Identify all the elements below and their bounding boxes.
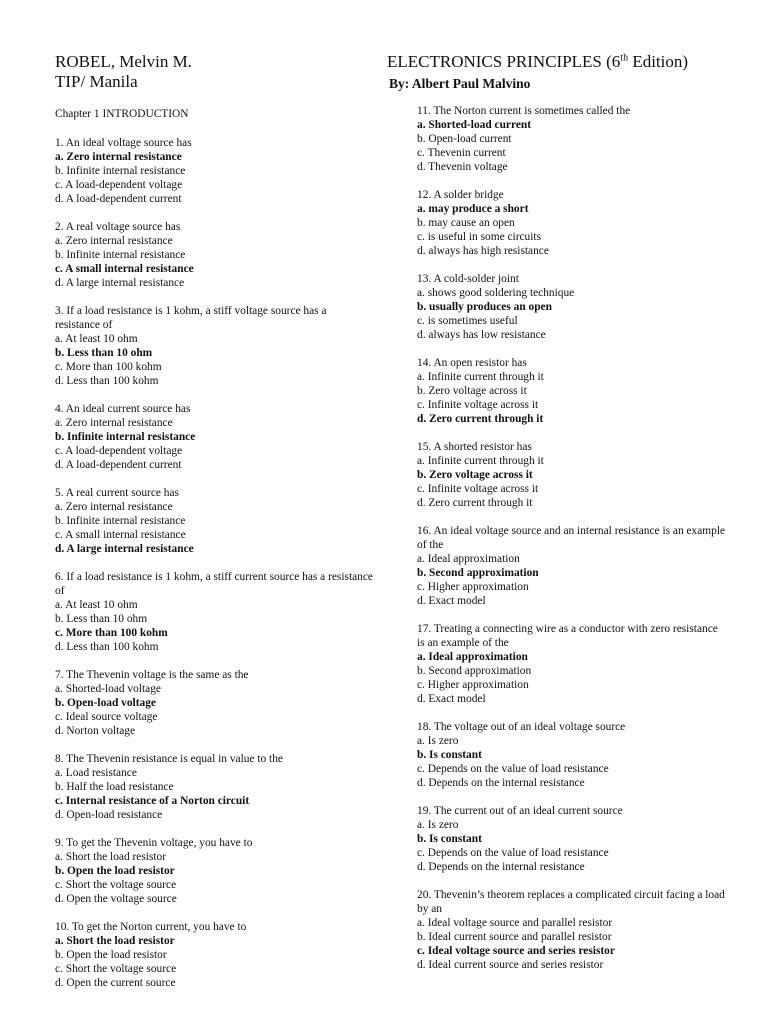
answer-option: a. Is zero <box>417 735 459 747</box>
question-15 <box>417 440 727 510</box>
question-stem: 15. A shorted resistor has <box>417 441 532 453</box>
answer-option: b. Half the load resistance <box>55 781 174 793</box>
answer-option: a. Zero internal resistance <box>55 501 173 513</box>
book-title-superscript: th <box>620 52 629 64</box>
answer-option: a. Infinite current through it <box>417 455 544 467</box>
question-stem: 13. A cold-solder joint <box>417 273 519 285</box>
book-title <box>387 52 688 72</box>
question-12 <box>417 188 727 258</box>
question-14 <box>417 356 727 426</box>
answer-option: c. Short the voltage source <box>55 879 177 891</box>
answer-option: c. Depends on the value of load resistance <box>417 763 609 775</box>
answer-option: d. always has high resistance <box>417 245 549 257</box>
answer-option: d. Depends on the internal resistance <box>417 777 585 789</box>
question-11 <box>417 104 727 174</box>
answer-option: d. Open-load resistance <box>55 809 163 821</box>
question-2 <box>55 220 373 290</box>
answer-option: b. Infinite internal resistance <box>55 249 186 261</box>
correct-answer-option: d. Zero current through it <box>417 413 544 425</box>
question-3 <box>55 304 373 388</box>
student-name: ROBEL, Melvin M. <box>55 52 192 71</box>
answer-option: d. Zero current through it <box>417 497 533 509</box>
answer-option: b. Ideal current source and parallel resistor <box>417 931 612 943</box>
answer-option: a. At least 10 ohm <box>55 333 138 345</box>
correct-answer-option: b. Second approximation <box>417 567 539 579</box>
answer-option: c. Short the voltage source <box>55 963 177 975</box>
question-4 <box>55 402 373 472</box>
question-stem: 20. Thevenin’s theorem replaces a complicated circuit facing a load by an <box>417 889 725 915</box>
question-stem: 17. Treating a connecting wire as a conductor with zero resistance is an example of the <box>417 623 718 649</box>
correct-answer-option: b. usually produces an open <box>417 301 552 313</box>
answer-option: c. A load-dependent voltage <box>55 445 183 457</box>
question-5 <box>55 486 373 556</box>
correct-answer-option: a. Zero internal resistance <box>55 151 182 163</box>
correct-answer-option: b. Open the load resistor <box>55 865 175 877</box>
answer-option: a. Shorted-load voltage <box>55 683 161 695</box>
answer-option: c. A small internal resistance <box>55 529 186 541</box>
answer-option: d. always has low resistance <box>417 329 546 341</box>
answer-option: b. Open the load resistor <box>55 949 167 961</box>
correct-answer-option: b. Open-load voltage <box>55 697 156 709</box>
answer-option: c. is sometimes useful <box>417 315 518 327</box>
question-stem: 16. An ideal voltage source and an internal resistance is an example of the <box>417 525 726 551</box>
question-stem: 8. The Thevenin resistance is equal in value to the <box>55 753 283 765</box>
correct-answer-option: b. Less than 10 ohm <box>55 347 153 359</box>
question-stem: 4. An ideal current source has <box>55 403 191 415</box>
answer-option: a. Zero internal resistance <box>55 235 173 247</box>
question-stem: 14. An open resistor has <box>417 357 527 369</box>
question-1 <box>55 136 373 206</box>
question-stem: 1. An ideal voltage source has <box>55 137 192 149</box>
answer-option: c. Higher approximation <box>417 581 529 593</box>
answer-option: c. Infinite voltage across it <box>417 399 539 411</box>
correct-answer-option: c. A small internal resistance <box>55 263 194 275</box>
book-title-text: ELECTRONICS PRINCIPLES (6 <box>387 52 621 71</box>
question-17 <box>417 622 727 706</box>
question-stem: 5. A real current source has <box>55 487 179 499</box>
question-7 <box>55 668 373 738</box>
answer-option: b. Less than 10 ohm <box>55 613 148 625</box>
answer-option: a. shows good soldering technique <box>417 287 575 299</box>
correct-answer-option: b. Zero voltage across it <box>417 469 533 481</box>
question-stem: 6. If a load resistance is 1 kohm, a stiff current source has a resistance of <box>55 571 373 597</box>
answer-option: a. At least 10 ohm <box>55 599 138 611</box>
question-8 <box>55 752 373 822</box>
question-stem: 18. The voltage out of an ideal voltage source <box>417 721 626 733</box>
book-author: By: Albert Paul Malvino <box>389 76 531 91</box>
answer-option: a. Ideal voltage source and parallel resistor <box>417 917 613 929</box>
question-stem: 10. To get the Norton current, you have to <box>55 921 247 933</box>
correct-answer-option: c. Ideal voltage source and series resistor <box>417 945 615 957</box>
question-6 <box>55 570 373 654</box>
question-13 <box>417 272 727 342</box>
answer-option: c. Depends on the value of load resistance <box>417 847 609 859</box>
answer-option: d. Exact model <box>417 693 486 705</box>
answer-option: a. Zero internal resistance <box>55 417 173 429</box>
question-stem: 3. If a load resistance is 1 kohm, a stiff voltage source has a resistance of <box>55 305 327 331</box>
question-stem: 2. A real voltage source has <box>55 221 181 233</box>
answer-option: b. Infinite internal resistance <box>55 165 186 177</box>
answer-option: c. Ideal source voltage <box>55 711 158 723</box>
question-16 <box>417 524 727 608</box>
answer-option: d. Less than 100 kohm <box>55 375 159 387</box>
answer-option: a. Load resistance <box>55 767 137 779</box>
question-stem: 11. The Norton current is sometimes called the <box>417 105 631 117</box>
answer-option: c. Thevenin current <box>417 147 506 159</box>
question-stem: 9. To get the Thevenin voltage, you have to <box>55 837 253 849</box>
answer-option: b. Zero voltage across it <box>417 385 527 397</box>
answer-option: b. may cause an open <box>417 217 515 229</box>
answer-option: a. Short the load resistor <box>55 851 167 863</box>
answer-option: d. Open the voltage source <box>55 893 177 905</box>
question-18 <box>417 720 727 790</box>
question-stem: 12. A solder bridge <box>417 189 504 201</box>
answer-option: a. Ideal approximation <box>417 553 520 565</box>
correct-answer-option: c. More than 100 kohm <box>55 627 168 639</box>
answer-option: c. is useful in some circuits <box>417 231 542 243</box>
school-name: TIP/ Manila <box>55 72 138 91</box>
answer-option: d. Thevenin voltage <box>417 161 508 173</box>
correct-answer-option: a. may produce a short <box>417 203 529 215</box>
question-20 <box>417 888 727 972</box>
answer-option: d. Less than 100 kohm <box>55 641 159 653</box>
answer-option: c. Infinite voltage across it <box>417 483 539 495</box>
correct-answer-option: d. A large internal resistance <box>55 543 194 555</box>
answer-option: b. Infinite internal resistance <box>55 515 186 527</box>
question-9 <box>55 836 373 906</box>
answer-option: b. Second approximation <box>417 665 532 677</box>
answer-option: d. Norton voltage <box>55 725 136 737</box>
answer-option: d. A large internal resistance <box>55 277 185 289</box>
answer-option: d. Depends on the internal resistance <box>417 861 585 873</box>
correct-answer-option: b. Is constant <box>417 833 482 845</box>
correct-answer-option: b. Infinite internal resistance <box>55 431 196 443</box>
answer-option: c. Higher approximation <box>417 679 529 691</box>
question-10 <box>55 920 373 990</box>
correct-answer-option: a. Ideal approximation <box>417 651 528 663</box>
correct-answer-option: a. Shorted-load current <box>417 119 532 131</box>
correct-answer-option: a. Short the load resistor <box>55 935 175 947</box>
book-title-edition: Edition) <box>628 52 689 71</box>
answer-option: b. Open-load current <box>417 133 512 145</box>
correct-answer-option: c. Internal resistance of a Norton circuit <box>55 795 250 807</box>
answer-option: c. More than 100 kohm <box>55 361 162 373</box>
answer-option: d. Open the current source <box>55 977 176 989</box>
question-19 <box>417 804 727 874</box>
question-stem: 7. The Thevenin voltage is the same as the <box>55 669 249 681</box>
answer-option: a. Is zero <box>417 819 459 831</box>
chapter-heading: Chapter 1 INTRODUCTION <box>55 108 189 120</box>
answer-option: d. A load-dependent current <box>55 193 182 205</box>
answer-option: d. Ideal current source and series resistor <box>417 959 604 971</box>
answer-option: a. Infinite current through it <box>417 371 544 383</box>
answer-option: d. Exact model <box>417 595 486 607</box>
answer-option: c. A load-dependent voltage <box>55 179 183 191</box>
correct-answer-option: b. Is constant <box>417 749 482 761</box>
question-stem: 19. The current out of an ideal current source <box>417 805 623 817</box>
answer-option: d. A load-dependent current <box>55 459 182 471</box>
